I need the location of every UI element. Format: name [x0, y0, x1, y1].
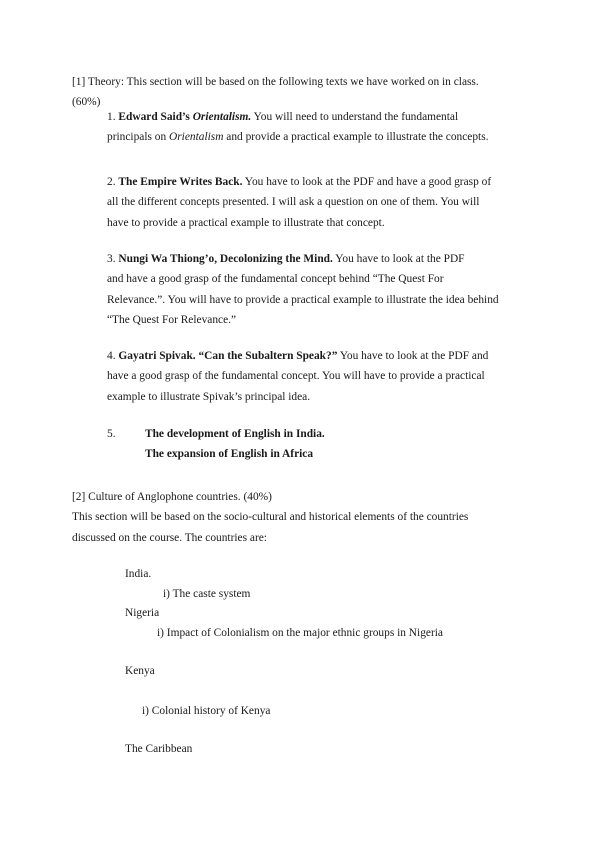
country-kenya: Kenya [125, 665, 155, 677]
item-text: Relevance.”. You will have to provide a practical example to illustrate the idea behind [107, 293, 499, 306]
section-2 [72, 487, 468, 548]
item-text: and provide a practical example to illustrate the concepts. [223, 131, 489, 144]
item-text: You have to look at the PDF and have a good grasp of [242, 176, 492, 188]
list-item-5 [107, 424, 325, 465]
list-item-3 [107, 249, 499, 331]
item-text: have to provide a practical example to illustrate that concept. [107, 216, 385, 229]
item-title-italic: Orientalism. [192, 111, 252, 123]
item-title: Edward Said’s [118, 111, 193, 123]
item-title: The expansion of English in Africa [145, 448, 314, 461]
item-title: The Empire Writes Back. [118, 176, 243, 188]
country-nigeria-subtopic: i) Impact of Colonialism on the major ethnic groups in Nigeria [157, 627, 443, 639]
item-number: 2. [107, 176, 116, 188]
list-item-2 [107, 172, 491, 233]
item-text: example to illustrate Spivak’s principal idea. [107, 390, 311, 403]
item-text: You have to look at the PDF [332, 253, 465, 265]
item-title: Gayatri Spivak. “Can the Subaltern Speak?” [118, 350, 338, 362]
section-2-heading: [2] Culture of Anglophone countries. (40%) [72, 491, 272, 503]
item-text: all the different concepts presented. I will ask a question on one of them. You will [107, 196, 480, 209]
item-text: You have to look at the PDF and [337, 350, 489, 362]
section-2-text: discussed on the course. The countries are: [72, 531, 267, 544]
section-1-heading-line2: (60%) [72, 96, 101, 109]
country-india: India. [125, 568, 152, 580]
country-india-subtopic: i) The caste system [163, 588, 251, 600]
section-2-text: This section will be based on the socio-cultural and historical elements of the countries [72, 511, 469, 524]
country-kenya-subtopic: i) Colonial history of Kenya [142, 705, 271, 717]
item-text-italic: Orientalism [169, 131, 224, 144]
item-number: 4. [107, 350, 116, 362]
item-number: 5. [107, 428, 116, 440]
country-nigeria: Nigeria [125, 607, 160, 619]
item-text: have a good grasp of the fundamental concept. You will have to provide a practical [107, 370, 485, 383]
item-text: You will need to understand the fundamental [251, 111, 459, 123]
list-item-4 [107, 346, 488, 407]
item-number: 1. [107, 111, 116, 123]
list-item-1 [107, 107, 489, 148]
item-number: 3. [107, 253, 116, 265]
item-text: principals on [107, 131, 170, 144]
item-title: Nungi Wa Thiong’o, Decolonizing the Mind. [118, 253, 333, 265]
section-1-heading-line1: [1] Theory: This section will be based on the following texts we have worked on in class. [72, 76, 479, 88]
item-title: The development of English in India. [145, 428, 325, 440]
country-caribbean: The Caribbean [125, 743, 193, 755]
item-text: “The Quest For Relevance.” [107, 314, 237, 327]
item-text: and have a good grasp of the fundamental concept behind “The Quest For [107, 273, 444, 286]
